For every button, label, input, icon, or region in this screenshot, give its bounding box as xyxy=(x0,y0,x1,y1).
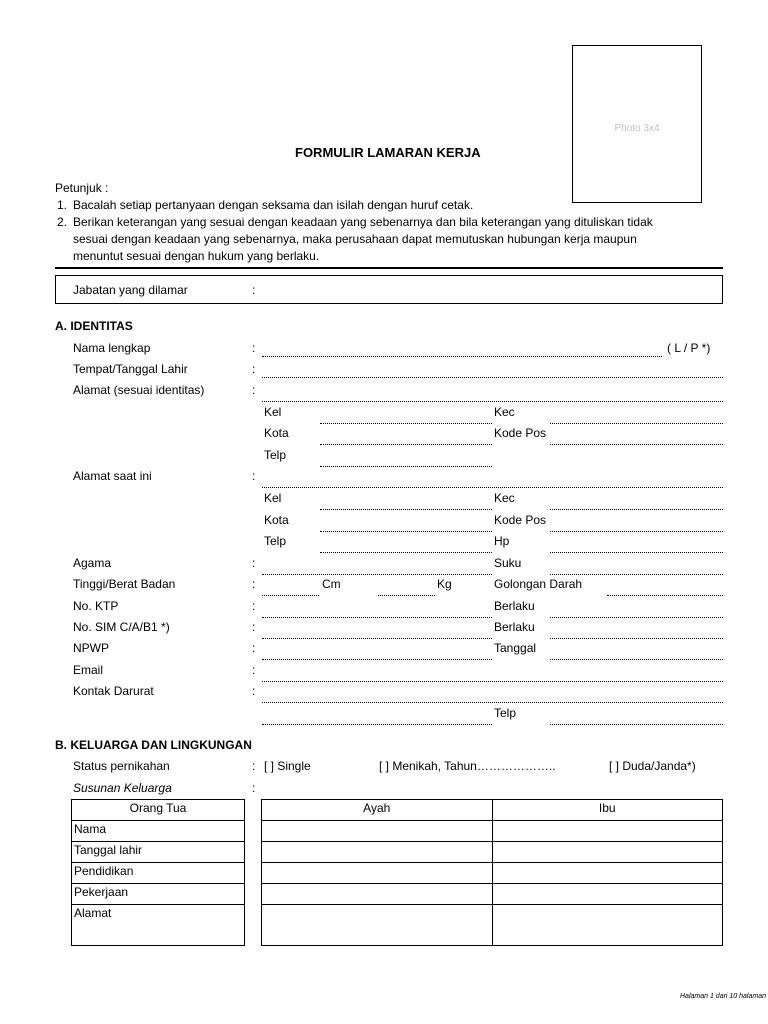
npwp-field[interactable] xyxy=(262,659,492,660)
label-kel: Kel xyxy=(264,405,282,419)
sim-field[interactable] xyxy=(262,638,492,639)
row-label: Nama xyxy=(72,821,245,842)
cell-ayah-alamat[interactable] xyxy=(262,905,493,946)
berat-field[interactable] xyxy=(378,595,435,596)
label-tanggal: Tanggal xyxy=(494,641,537,655)
kec-field-2[interactable] xyxy=(550,509,723,510)
label-berlaku: Berlaku xyxy=(494,599,535,613)
header-divider xyxy=(55,267,723,269)
agama-field[interactable] xyxy=(262,574,492,575)
email-field[interactable] xyxy=(262,681,723,682)
label-status-pernikahan: Status pernikahan xyxy=(73,759,170,773)
row-label: Tanggal lahir xyxy=(72,842,245,863)
label-tinggi-berat: Tinggi/Berat Badan xyxy=(73,577,176,591)
colon: : xyxy=(252,599,256,613)
telp-field-2[interactable] xyxy=(320,552,492,553)
section-a-title: A. IDENTITAS xyxy=(55,319,133,333)
hp-field[interactable] xyxy=(550,552,723,553)
label-ttl: Tempat/Tanggal Lahir xyxy=(73,362,188,376)
label-email: Email xyxy=(73,663,104,677)
cell-ibu-tanggal-lahir[interactable] xyxy=(492,842,723,863)
colon: : xyxy=(252,362,256,376)
row-label: Alamat xyxy=(72,905,245,946)
kodepos-field[interactable] xyxy=(550,444,723,445)
alamat-identitas-field[interactable] xyxy=(262,401,723,402)
kel-field-2[interactable] xyxy=(320,509,492,510)
cell-ibu-nama[interactable] xyxy=(492,821,723,842)
kontak-telp-field[interactable] xyxy=(550,724,723,725)
label-suku: Suku xyxy=(494,556,522,570)
row-label: Pekerjaan xyxy=(72,884,245,905)
label-golongan-darah: Golongan Darah xyxy=(494,577,583,591)
column-header-ibu: Ibu xyxy=(492,800,723,821)
section-b-title: B. KELUARGA DAN LINGKUNGAN xyxy=(55,738,252,752)
colon: : xyxy=(252,781,256,795)
label-kec: Kec xyxy=(494,491,515,505)
kodepos-field-2[interactable] xyxy=(550,531,723,532)
ktp-berlaku-field[interactable] xyxy=(550,617,723,618)
unit-cm: Cm xyxy=(322,577,341,591)
gender-option: ( L / P *) xyxy=(667,341,711,355)
label-npwp: NPWP xyxy=(73,641,109,655)
colon: : xyxy=(252,577,256,591)
option-single[interactable]: [ ] Single xyxy=(264,759,311,773)
ktp-field[interactable] xyxy=(262,617,492,618)
colon: : xyxy=(252,556,256,570)
label-berlaku: Berlaku xyxy=(494,620,535,634)
label-susunan-keluarga: Susunan Keluarga xyxy=(73,781,172,795)
label-alamat-saat-ini: Alamat saat ini xyxy=(73,469,152,483)
kota-field[interactable] xyxy=(320,444,492,445)
colon: : xyxy=(252,383,256,397)
label-agama: Agama xyxy=(73,556,112,570)
telp-field[interactable] xyxy=(320,466,492,467)
row-label: Pendidikan xyxy=(72,863,245,884)
label-kel: Kel xyxy=(264,491,282,505)
label-kota: Kota xyxy=(264,513,289,527)
colon: : xyxy=(252,663,256,677)
table-header: Orang Tua xyxy=(72,800,245,821)
kec-field[interactable] xyxy=(550,423,723,424)
ayah-ibu-table xyxy=(261,799,723,946)
page-footer: Halaman 1 dari 10 halaman xyxy=(680,993,766,1000)
cell-ibu-alamat[interactable] xyxy=(492,905,723,946)
colon: : xyxy=(252,469,256,483)
cell-ibu-pendidikan[interactable] xyxy=(492,863,723,884)
colon: : xyxy=(252,641,256,655)
cell-ayah-tanggal-lahir[interactable] xyxy=(262,842,493,863)
orang-tua-table xyxy=(71,799,245,946)
photo-label: Photo 3x4 xyxy=(614,123,660,134)
cell-ayah-nama[interactable] xyxy=(262,821,493,842)
colon: : xyxy=(252,684,256,698)
kontak-darurat-field-2[interactable] xyxy=(262,724,492,725)
tinggi-field[interactable] xyxy=(262,595,319,596)
unit-kg: Kg xyxy=(437,577,452,591)
label-nama: Nama lengkap xyxy=(73,341,151,355)
instruction-number: 1. xyxy=(57,198,68,212)
label-ktp: No. KTP xyxy=(73,599,119,613)
label-kodepos: Kode Pos xyxy=(494,513,547,527)
alamat-saat-ini-field[interactable] xyxy=(262,487,723,488)
label-kota: Kota xyxy=(264,426,289,440)
kota-field-2[interactable] xyxy=(320,531,492,532)
jabatan-label: Jabatan yang dilamar xyxy=(73,283,188,297)
instruction-number: 2. xyxy=(57,215,68,229)
instruction-line: sesuai dengan keadaan yang sebenarnya, maka perusahaan dapat memutuskan hubungan kerja maupun xyxy=(73,232,637,246)
golongan-darah-field[interactable] xyxy=(607,595,723,596)
label-kec: Kec xyxy=(494,405,515,419)
label-kodepos: Kode Pos xyxy=(494,426,547,440)
nama-field[interactable] xyxy=(262,356,662,357)
option-duda-janda[interactable]: [ ] Duda/Janda*) xyxy=(609,759,696,773)
sim-berlaku-field[interactable] xyxy=(550,638,723,639)
label-kontak-darurat: Kontak Darurat xyxy=(73,684,154,698)
form-title: FORMULIR LAMARAN KERJA xyxy=(295,145,481,160)
colon: : xyxy=(252,620,256,634)
suku-field[interactable] xyxy=(550,574,723,575)
column-header-ayah: Ayah xyxy=(262,800,493,821)
cell-ayah-pendidikan[interactable] xyxy=(262,863,493,884)
kontak-darurat-field[interactable] xyxy=(262,702,723,703)
colon: : xyxy=(252,283,256,297)
instruction-line: Berikan keterangan yang sesuai dengan keadaan yang sebenarnya dan bila keterangan yang dituliskan tidak xyxy=(73,215,653,229)
label-hp: Hp xyxy=(494,534,510,548)
cell-ibu-pekerjaan[interactable] xyxy=(492,884,723,905)
colon: : xyxy=(252,759,256,773)
colon: : xyxy=(252,341,256,355)
label-alamat-identitas: Alamat (sesuai identitas) xyxy=(73,383,205,397)
option-menikah[interactable]: [ ] Menikah, Tahun……………….. xyxy=(379,759,556,773)
label-telp: Telp xyxy=(264,534,287,548)
npwp-tanggal-field[interactable] xyxy=(550,659,723,660)
label-sim: No. SIM C/A/B1 *) xyxy=(73,620,170,634)
label-telp: Telp xyxy=(264,448,287,462)
instruction-line: menuntut sesuai dengan hukum yang berlaku. xyxy=(73,249,320,263)
cell-ayah-pekerjaan[interactable] xyxy=(262,884,493,905)
instruction-line: Bacalah setiap pertanyaan dengan seksama dan isilah dengan huruf cetak. xyxy=(73,198,474,212)
label-telp: Telp xyxy=(494,706,517,720)
kel-field[interactable] xyxy=(320,423,492,424)
ttl-field[interactable] xyxy=(262,377,723,378)
instructions-heading: Petunjuk : xyxy=(55,181,109,195)
photo-box xyxy=(572,45,702,203)
